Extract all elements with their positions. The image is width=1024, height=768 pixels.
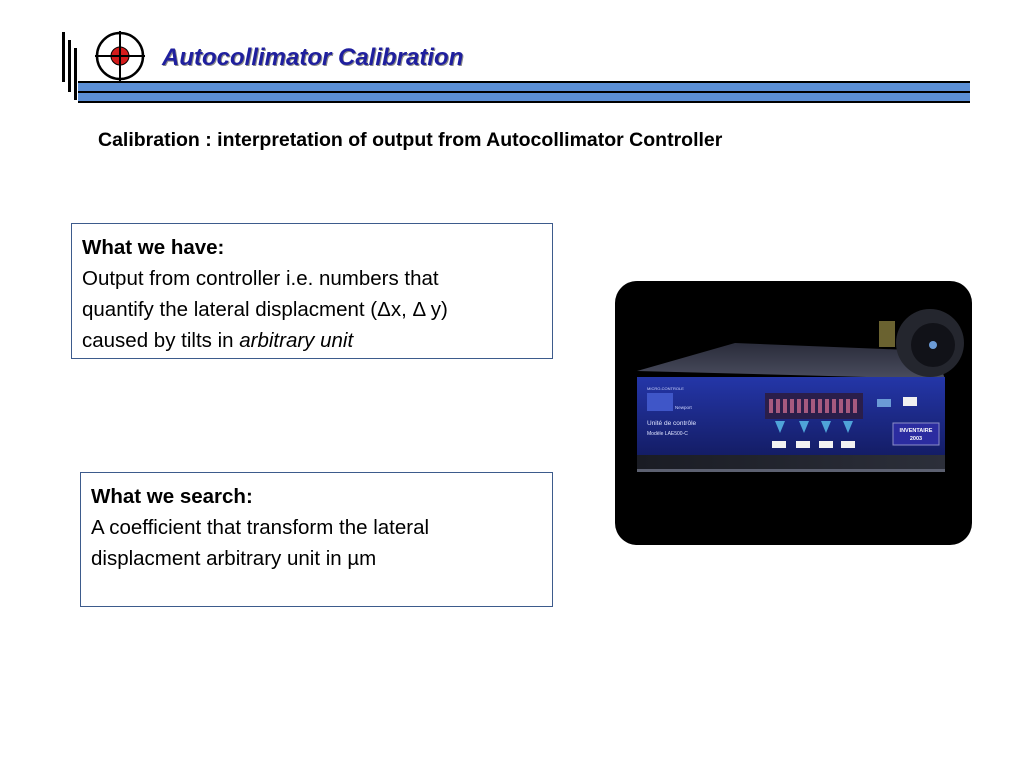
- what-we-search-line-2: displacment arbitrary unit in µm: [91, 547, 377, 570]
- inventory-tag-line-1: INVENTAIRE: [899, 428, 933, 434]
- what-we-have-line-1: Output from controller i.e. numbers that: [82, 267, 439, 290]
- device-brand-2: Newport: [675, 405, 692, 410]
- what-we-search-line-1: A coefficient that transform the lateral: [91, 516, 430, 539]
- device-brand: MICRO-CONTROLE: [647, 386, 684, 391]
- header-rule-blue-1: [78, 83, 970, 91]
- what-we-search-box: [80, 472, 553, 607]
- what-we-have-line-3: [82, 325, 542, 356]
- header-bar-left-3: [74, 48, 77, 100]
- inventory-tag-line-2: 2003: [909, 436, 923, 442]
- page-title: Autocollimator Calibration: [162, 44, 464, 71]
- controller-photo: [615, 281, 972, 545]
- header-bar-left-2: [68, 40, 71, 92]
- crosshair-target-icon: [93, 29, 147, 83]
- autocollimator-controller-image: [615, 281, 972, 545]
- header-rule-blue-2: [78, 93, 970, 101]
- what-we-have-box: [71, 223, 553, 359]
- slide-subtitle: Calibration : interpretation of output from Autocollimator Controller: [98, 129, 723, 151]
- what-we-search-heading: What we search:: [91, 485, 253, 508]
- what-we-have-heading: What we have:: [82, 236, 225, 259]
- device-unit-label: Unité de contrôle: [647, 420, 697, 427]
- header-bar-left-1: [62, 32, 65, 82]
- device-model: Modèle LAE500-C: [647, 431, 688, 437]
- arbitrary-unit-text: arbitrary unit: [239, 329, 354, 352]
- what-we-have-line-3-prefix: caused by tilts in: [82, 329, 240, 352]
- what-we-have-line-2: quantify the lateral displacment (Δx, Δ y): [82, 298, 448, 321]
- header-rule-bottom: [78, 101, 970, 103]
